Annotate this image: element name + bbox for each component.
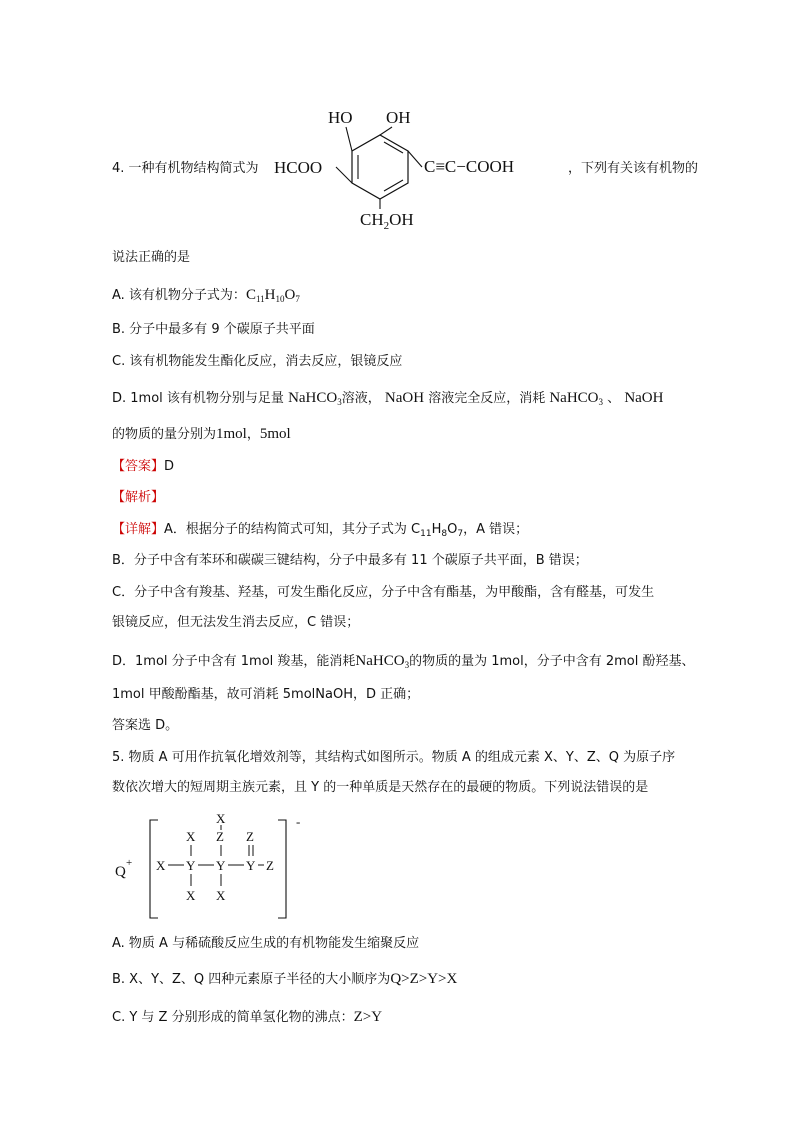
ch2oh-sub: 2 xyxy=(383,220,390,232)
nahco3-3 xyxy=(355,653,409,669)
formula-c-sub: 11 xyxy=(255,294,265,304)
ch2oh-oh: OH xyxy=(389,210,414,229)
q5-option-a: A. 物质 A 与稀硫酸反应生成的有机物能发生缩聚反应 xyxy=(112,936,420,951)
q4-structure xyxy=(270,105,600,235)
atom-x-left: X xyxy=(156,858,166,873)
formula-o: O xyxy=(284,287,296,303)
q4-stem-line1 xyxy=(112,160,259,178)
detail-a-sub2: 8 xyxy=(441,529,448,539)
q4-option-d-part1: D. 1mol 该有机物分别与足量 xyxy=(112,391,284,406)
mol-value-1: 1mol xyxy=(216,426,247,442)
detail-a-o: O xyxy=(447,522,458,537)
q5-structure xyxy=(110,810,310,920)
minus-label: - xyxy=(296,814,301,829)
atom-z-r2: Z xyxy=(216,829,224,844)
atom-z-r2b: Z xyxy=(246,829,254,844)
conclusion: 答案选 D。 xyxy=(112,718,179,733)
nahco3-1 xyxy=(288,390,342,406)
atom-y-1: Y xyxy=(186,858,196,873)
atom-x-bottom-1: X xyxy=(186,888,196,903)
q4-option-c: C. 该有机物能发生酯化反应，消去反应，银镜反应 xyxy=(112,354,403,369)
detail-a-text: A．根据分子的结构简式可知，其分子式为 C xyxy=(164,522,421,537)
detail-b: B．分子中含有苯环和碳碳三键结构，分子中最多有 11 个碳原子共平面，B 错误； xyxy=(112,553,588,568)
formula-h: H xyxy=(264,287,276,303)
q-label: Q xyxy=(115,864,126,880)
oh-label: OH xyxy=(386,108,411,127)
q5-option-b-text: B. X、Y、Z、Q 四种元素原子半径的大小顺序为 xyxy=(112,972,391,987)
detail-a xyxy=(112,521,528,539)
q4-option-d-part2: 溶液， xyxy=(341,391,381,406)
q4-option-d-line2-text: 的物质的量分别为 xyxy=(112,427,217,442)
detail-d-text2: 的物质的量为 1mol，分子中含有 2mol 酚羟基、 xyxy=(409,654,695,669)
q5-stem-1: 5. 物质 A 可用作抗氧化增效剂等，其结构式如图所示。物质 A 的组成元素 X、Y、Z、Q 为原子序 xyxy=(112,750,676,765)
nahco3-text-2: NaHCO xyxy=(549,390,599,406)
mol-value-2: 5mol xyxy=(259,426,291,442)
detail-c-1: C．分子中含有羧基、羟基，可发生酯化反应，分子中含有酯基，为甲酸酯，含有醛基，可发生 xyxy=(112,585,655,600)
q4-option-d-part4: 、 xyxy=(607,391,621,406)
right-bracket xyxy=(278,820,286,918)
nahco3-text-3: NaHCO xyxy=(355,653,405,669)
atom-z-right: Z xyxy=(266,858,274,873)
q4-option-a-text: A. 该有机物分子式为： xyxy=(112,288,246,303)
answer-label: 【答案】 xyxy=(112,459,165,474)
q4-option-d-line2 xyxy=(112,425,291,444)
nahco3-sub: 3 xyxy=(337,397,342,407)
ch2oh-label xyxy=(360,210,414,232)
atom-x-r2a: X xyxy=(186,829,196,844)
nahco3-text: NaHCO xyxy=(288,390,338,406)
q4-option-b: B. 分子中最多有 9 个碳原子共平面 xyxy=(112,322,315,337)
atom-x-bottom-2: X xyxy=(216,888,226,903)
benzene-ring xyxy=(352,135,408,199)
atom-y-3: Y xyxy=(246,858,256,873)
naoh-1: NaOH xyxy=(384,390,425,406)
ch2oh-ch: CH xyxy=(360,210,384,229)
detail-a-h: H xyxy=(431,522,442,537)
nahco3-sub-2: 3 xyxy=(598,397,604,407)
detail-a-sub3: 7 xyxy=(457,529,464,539)
q4-option-a-formula xyxy=(246,287,300,303)
answer-line xyxy=(112,458,174,476)
detail-a-end: ，A 错误； xyxy=(463,522,529,537)
radius-order: Q>Z>Y>X xyxy=(390,971,458,987)
detail-d-text1: D．1mol 分子中含有 1mol 羧基，能消耗 xyxy=(112,654,356,669)
q4-option-a xyxy=(112,286,300,305)
nahco3-sub-3: 3 xyxy=(404,660,410,670)
answer-value: D xyxy=(164,459,175,474)
formula-o-sub: 7 xyxy=(295,294,300,304)
naoh-2: NaOH xyxy=(624,390,664,406)
detail-a-sub1: 11 xyxy=(420,529,432,539)
analysis-label: 【解析】 xyxy=(112,490,165,505)
detail-d-2: 1mol 甲酸酚酯基，故可消耗 5molNaOH，D 正确； xyxy=(112,687,420,702)
alkyne-chain-label: C≡C−COOH xyxy=(424,157,515,176)
q4-stem-line2: 说法正确的是 xyxy=(112,250,191,265)
detail-c-2: 银镜反应，但无法发生消去反应，C 错误； xyxy=(112,615,360,630)
q4-option-d-part3: 溶液完全反应，消耗 xyxy=(428,391,546,406)
formula-h-sub: 10 xyxy=(275,294,285,304)
q4-stem-suffix-line xyxy=(568,160,698,178)
plus-label: + xyxy=(126,857,133,869)
nahco3-2 xyxy=(549,390,603,406)
ho-label: HO xyxy=(328,108,353,127)
formula-c: C xyxy=(245,287,256,303)
separator: ， xyxy=(246,427,260,442)
q4-option-d xyxy=(112,389,663,408)
hcoo-label: HCOO xyxy=(274,158,323,177)
q4-stem-suffix: ，下列有关该有机物的 xyxy=(568,161,699,176)
boiling-order: Z>Y xyxy=(353,1009,383,1025)
q5-stem-2: 数依次增大的短周期主族元素，且 Y 的一种单质是天然存在的最硬的物质。下列说法错误的是 xyxy=(112,780,649,795)
q5-option-c-text: C. Y 与 Z 分别形成的简单氢化物的沸点： xyxy=(112,1010,354,1025)
q4-stem-prefix: 4. 一种有机物结构简式为 xyxy=(112,161,259,176)
atom-y-2: Y xyxy=(216,858,226,873)
q5-option-c xyxy=(112,1008,382,1027)
detail-label: 【详解】 xyxy=(112,522,165,537)
q5-option-b xyxy=(112,970,457,989)
atom-x-top: X xyxy=(216,811,226,826)
detail-d-1 xyxy=(112,652,695,671)
